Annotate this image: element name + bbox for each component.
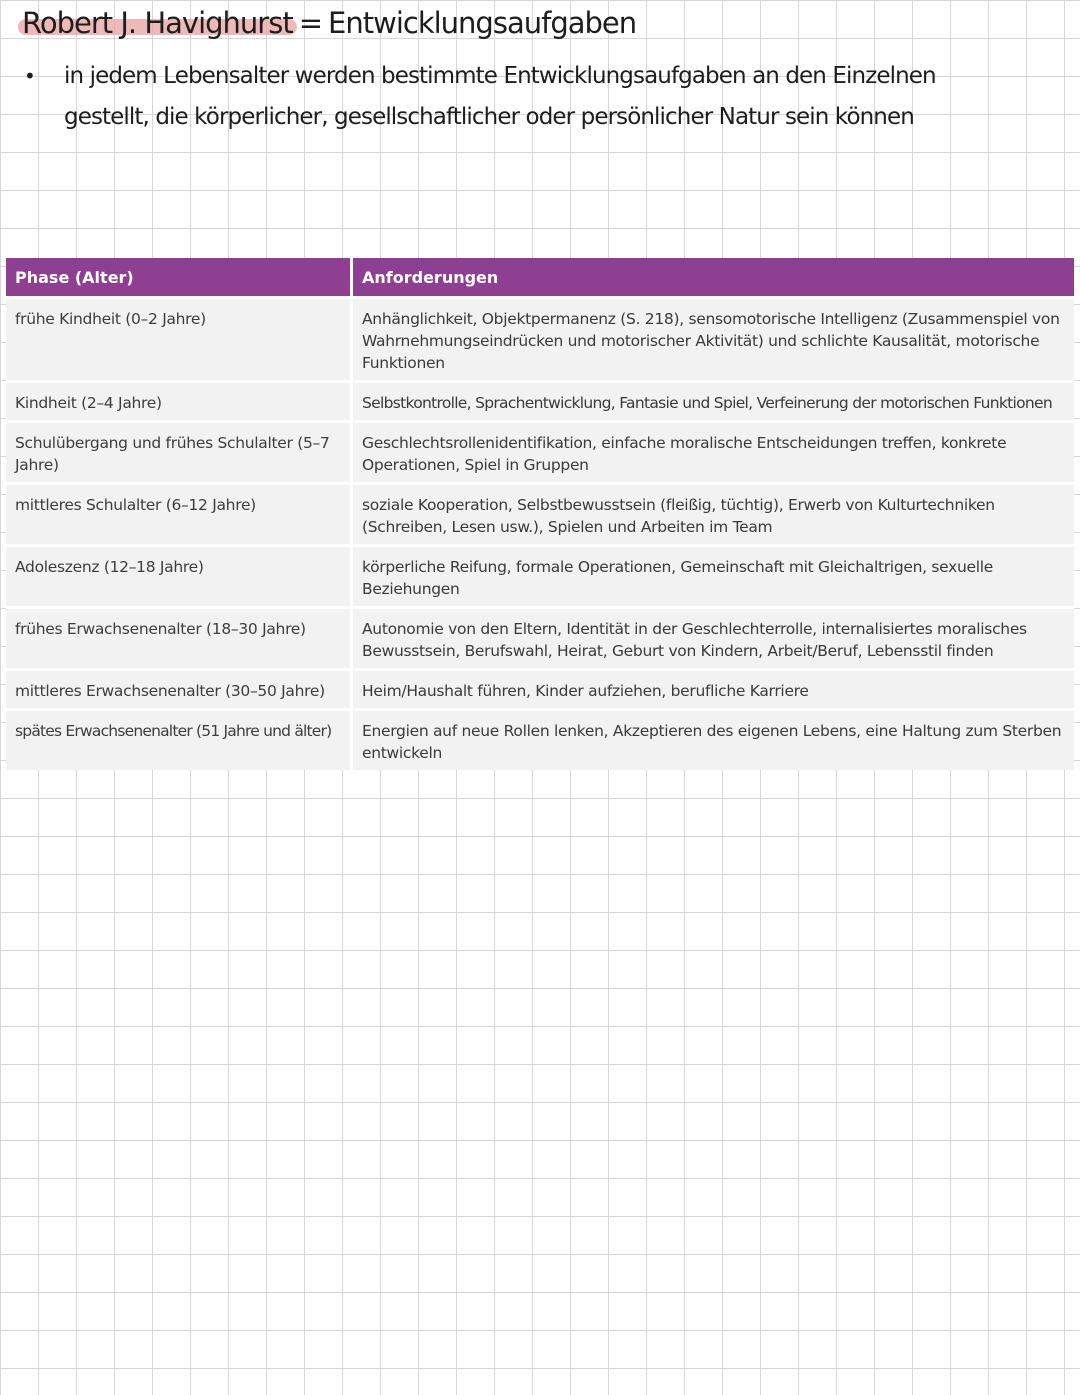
- title-topic: Entwicklungsaufgaben: [328, 6, 637, 40]
- table-row: [6, 420, 1074, 482]
- requirements-cell: Selbstkontrolle, Sprachentwicklung, Fantasie und Spiel, Verfeinerung der motorischen Funktionen: [353, 380, 1074, 420]
- bullet-marker: •: [24, 64, 35, 88]
- title-name-highlighted: Robert J. Havighurst: [22, 6, 293, 40]
- header-requirements: Anforderungen: [353, 258, 1074, 296]
- requirements-cell: soziale Kooperation, Selbstbewusstsein (fleißig, tüchtig), Erwerb von Kulturtechniken (Schreiben, Lesen usw.), Spielen und Arbeiten im Team: [353, 482, 1074, 544]
- phase-cell: Adoleszenz (12–18 Jahre): [6, 544, 353, 606]
- phase-cell: Kindheit (2–4 Jahre): [6, 380, 353, 420]
- requirements-cell: körperliche Reifung, formale Operationen, Gemeinschaft mit Gleichaltrigen, sexuelle Beziehungen: [353, 544, 1074, 606]
- phase-cell: Schulübergang und frühes Schulalter (5–7 Jahre): [6, 420, 353, 482]
- requirements-cell: Geschlechtsrollenidentifikation, einfache moralische Entscheidungen treffen, konkrete Operationen, Spiel in Gruppen: [353, 420, 1074, 482]
- table-row: [6, 296, 1074, 380]
- page-title: [22, 6, 636, 40]
- phase-cell: mittleres Erwachsenenalter (30–50 Jahre): [6, 668, 353, 708]
- table-header-row: [6, 258, 1074, 296]
- phase-cell: frühe Kindheit (0–2 Jahre): [6, 296, 353, 380]
- phase-cell: frühes Erwachsenenalter (18–30 Jahre): [6, 606, 353, 668]
- requirements-cell: Energien auf neue Rollen lenken, Akzeptieren des eigenen Lebens, eine Haltung zum Sterben entwickeln: [353, 708, 1074, 770]
- table-row: [6, 544, 1074, 606]
- table-row: [6, 708, 1074, 770]
- requirements-cell: Anhänglichkeit, Objektpermanenz (S. 218), sensomotorische Intelligenz (Zusammenspiel von Wahrnehmungseindrücken und motorischer Aktivität) und schlichte Kausalität, motorische Funktionen: [353, 296, 1074, 380]
- table-row: [6, 380, 1074, 420]
- requirements-cell: Autonomie von den Eltern, Identität in der Geschlechterrolle, internalisiertes moralisches Bewusstsein, Berufswahl, Heirat, Geburt von Kindern, Arbeit/Beruf, Lebensstil finden: [353, 606, 1074, 668]
- table-row: [6, 482, 1074, 544]
- title-separator: =: [298, 6, 323, 40]
- bullet-text: in jedem Lebensalter werden bestimmte Entwicklungsaufgaben an den Einzelnen gestellt, die körperlicher, gesellschaftlicher oder persönlicher Natur sein können: [64, 63, 936, 130]
- phase-cell: spätes Erwachsenenalter (51 Jahre und älter): [6, 708, 353, 770]
- phase-cell: mittleres Schulalter (6–12 Jahre): [6, 482, 353, 544]
- development-tasks-table: [6, 258, 1074, 770]
- header-phase: Phase (Alter): [6, 258, 353, 296]
- requirements-cell: Heim/Haushalt führen, Kinder aufziehen, berufliche Karriere: [353, 668, 1074, 708]
- table-row: [6, 606, 1074, 668]
- table-row: [6, 668, 1074, 708]
